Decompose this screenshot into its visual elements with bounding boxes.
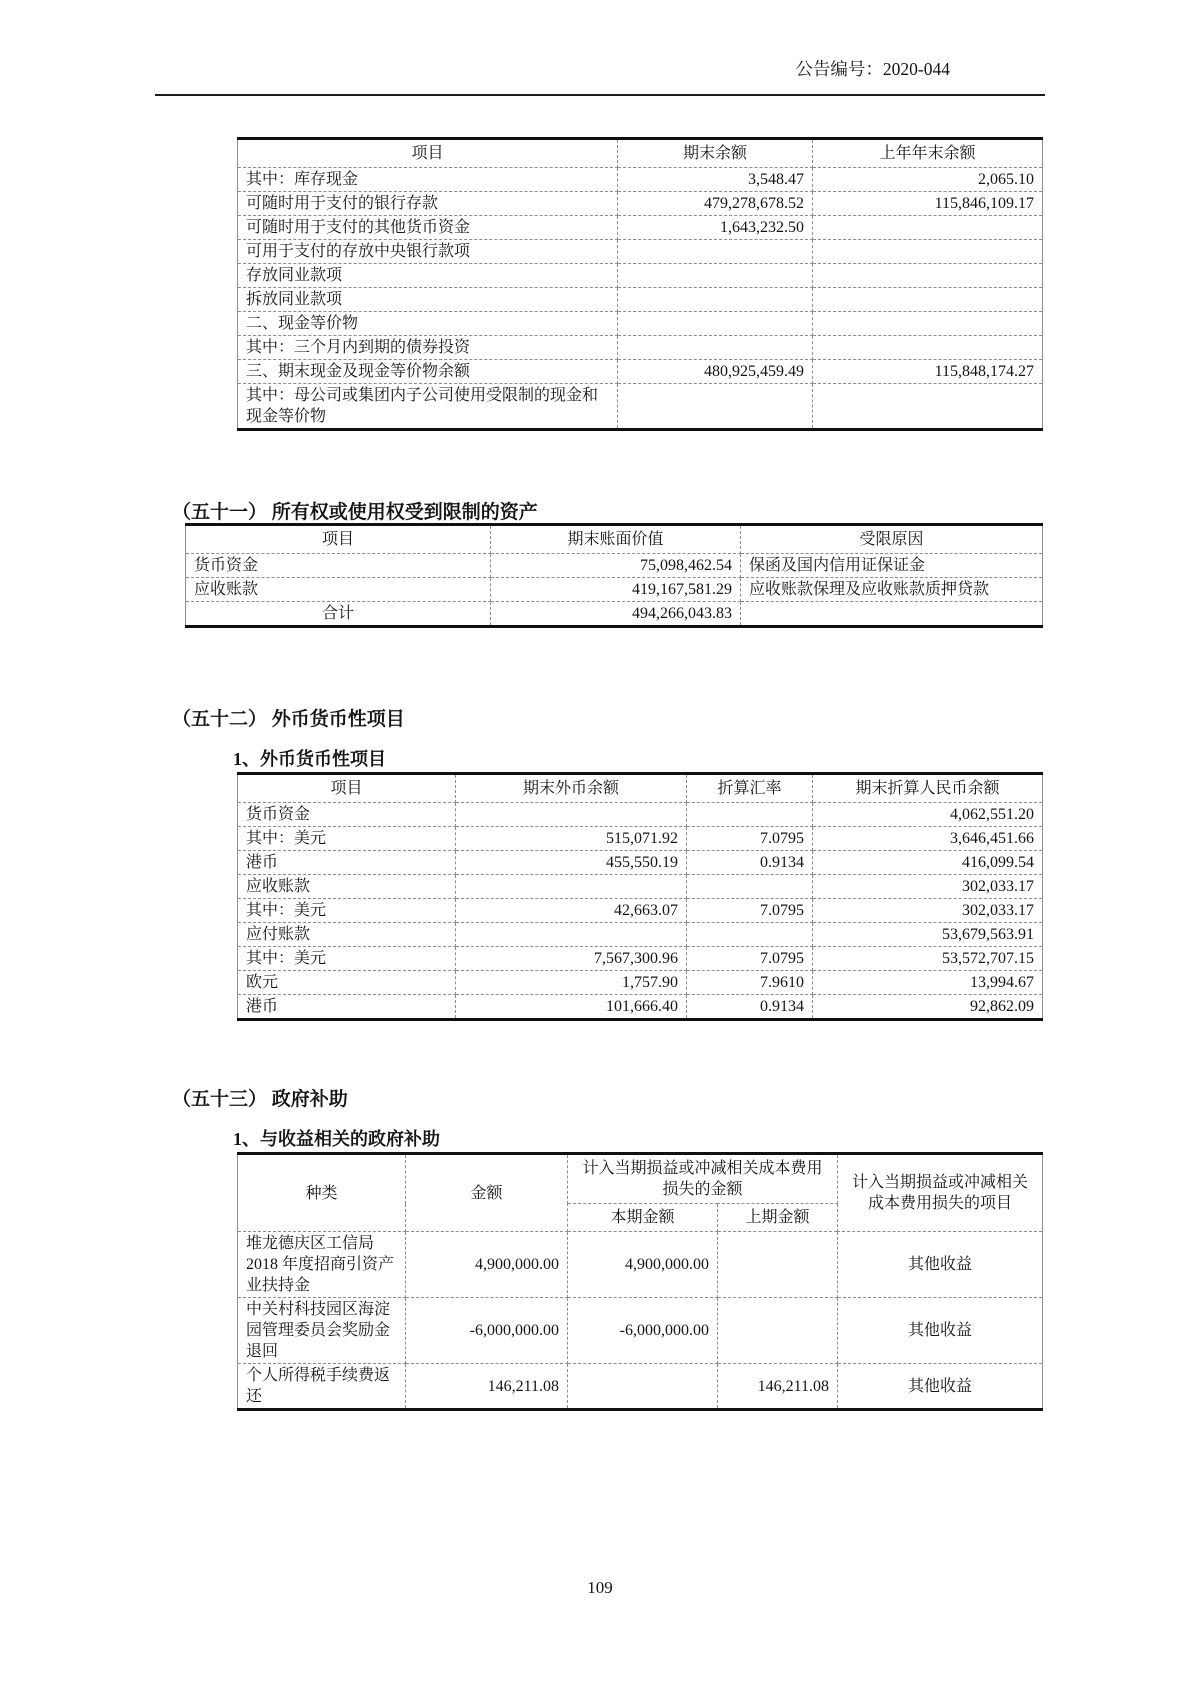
cell-fc [456,923,687,947]
cell-rate [687,803,813,827]
government-grants-table [237,1152,1043,1411]
cell-v2 [813,264,1043,288]
cell-item: 应收账款 [238,875,456,899]
cell-item: 应付账款 [238,923,456,947]
cell-current: -6,000,000.00 [568,1298,718,1364]
table-row [238,336,1043,360]
cell-v1 [618,240,813,264]
table-row [238,947,1043,971]
cell-rate [687,923,813,947]
cell-item: 其他收益 [838,1364,1043,1410]
header-row [238,774,1043,803]
cell-v2: 115,846,109.17 [813,192,1043,216]
cell-reason [741,602,1043,627]
cell-fc [456,875,687,899]
cell-v1 [618,336,813,360]
col-header-ending-balance: 期末余额 [618,139,813,168]
col-header-prior-year-balance: 上年年末余额 [813,139,1043,168]
cell-kind: 中关村科技园区海淀园管理委员会奖励金退回 [238,1298,406,1364]
cell-item: 其他收益 [838,1232,1043,1298]
col-header-pnl-amount-group: 计入当期损益或冲减相关成本费用损失的金额 [568,1154,838,1204]
table-row [238,360,1043,384]
cell-rmb: 53,679,563.91 [813,923,1043,947]
col-header-prior-period: 上期金额 [718,1204,838,1232]
cell-fc: 455,550.19 [456,851,687,875]
cell-value: 75,098,462.54 [491,554,741,578]
cell-item: 可随时用于支付的其他货币资金 [238,216,618,240]
col-header-kind: 种类 [238,1154,406,1232]
cell-item: 其中：美元 [238,827,456,851]
cell-item: 其中：库存现金 [238,168,618,192]
table-row [186,602,1043,627]
cell-rmb: 53,572,707.15 [813,947,1043,971]
header-rule [155,94,1045,96]
cell-kind: 个人所得税手续费返还 [238,1364,406,1410]
cell-prior [718,1298,838,1364]
cell-item: 拆放同业款项 [238,288,618,312]
header-row [238,1154,1043,1204]
cell-value: 419,167,581.29 [491,578,741,602]
cell-rate [687,875,813,899]
table-row [238,264,1043,288]
cell-v2 [813,336,1043,360]
table-row [238,971,1043,995]
cell-item: 合计 [186,602,491,627]
restricted-assets-table [185,523,1043,628]
table-row [238,288,1043,312]
cell-item: 其中：美元 [238,899,456,923]
section-52-title: （五十二） 外币货币性项目 [172,709,405,730]
table-row [238,216,1043,240]
col-header-current-period: 本期金额 [568,1204,718,1232]
cell-item: 港币 [238,995,456,1020]
cell-v1: 480,925,459.49 [618,360,813,384]
cell-v2 [813,288,1043,312]
cell-v1: 3,548.47 [618,168,813,192]
cell-v1: 1,643,232.50 [618,216,813,240]
cell-rate: 7.0795 [687,827,813,851]
col-header-exchange-rate: 折算汇率 [687,774,813,803]
col-header-book-value: 期末账面价值 [491,525,741,554]
col-header-fc-balance: 期末外币余额 [456,774,687,803]
cell-v2 [813,384,1043,430]
header-row [186,525,1043,554]
col-header-item: 项目 [238,774,456,803]
cell-item: 港币 [238,851,456,875]
col-header-item: 项目 [186,525,491,554]
table-row [238,875,1043,899]
cell-rate: 0.9134 [687,851,813,875]
cell-item: 欧元 [238,971,456,995]
cell-rate: 7.0795 [687,947,813,971]
cell-fc [456,803,687,827]
cell-rmb: 92,862.09 [813,995,1043,1020]
table-row [238,1298,1043,1364]
cell-v1 [618,312,813,336]
table-row [238,899,1043,923]
table-row [186,578,1043,602]
col-header-amount: 金额 [406,1154,568,1232]
table-row [238,827,1043,851]
col-header-rmb-balance: 期末折算人民币余额 [813,774,1043,803]
section-53-title: （五十三） 政府补助 [172,1089,348,1110]
page-number: 109 [587,1578,613,1597]
table-row [238,384,1043,430]
cell-prior: 146,211.08 [718,1364,838,1410]
table-row [238,851,1043,875]
cell-v1 [618,288,813,312]
cell-fc: 42,663.07 [456,899,687,923]
cell-fc: 515,071.92 [456,827,687,851]
cell-item: 二、现金等价物 [238,312,618,336]
col-header-restriction-reason: 受限原因 [741,525,1043,554]
table-row [238,803,1043,827]
cell-current [568,1364,718,1410]
cell-rmb: 302,033.17 [813,875,1043,899]
cash-equivalents-table [237,137,1043,431]
cell-item: 应收账款 [186,578,491,602]
cell-rate: 7.0795 [687,899,813,923]
foreign-currency-table [237,772,1043,1021]
cell-item: 其他收益 [838,1298,1043,1364]
cell-item: 货币资金 [186,554,491,578]
cell-value: 494,266,043.83 [491,602,741,627]
notice-number: 公告编号：2020-044 [795,59,950,79]
cell-rmb: 302,033.17 [813,899,1043,923]
col-header-pnl-item: 计入当期损益或冲减相关成本费用损失的项目 [838,1154,1043,1232]
table-row [238,923,1043,947]
cell-v2 [813,216,1043,240]
cell-fc: 1,757.90 [456,971,687,995]
section-52-subtitle: 1、外币货币性项目 [233,749,386,769]
cell-prior [718,1232,838,1298]
cell-current: 4,900,000.00 [568,1232,718,1298]
table-row [238,312,1043,336]
cell-kind: 堆龙德庆区工信局 2018 年度招商引资产业扶持金 [238,1232,406,1298]
cell-amount: -6,000,000.00 [406,1298,568,1364]
cell-reason: 保函及国内信用证保证金 [741,554,1043,578]
section-51-title: （五十一） 所有权或使用权受到限制的资产 [172,502,538,523]
cell-item: 其中：美元 [238,947,456,971]
cell-v1: 479,278,678.52 [618,192,813,216]
table-row [238,1232,1043,1298]
cell-item: 三、期末现金及现金等价物余额 [238,360,618,384]
cell-item: 可用于支付的存放中央银行款项 [238,240,618,264]
cell-item: 存放同业款项 [238,264,618,288]
cell-rmb: 3,646,451.66 [813,827,1043,851]
section-53-subtitle: 1、与收益相关的政府补助 [233,1129,440,1149]
cell-v1 [618,384,813,430]
cell-item: 其中：母公司或集团内子公司使用受限制的现金和现金等价物 [238,384,618,430]
table-row [186,554,1043,578]
cell-fc: 7,567,300.96 [456,947,687,971]
col-header-item: 项目 [238,139,618,168]
cell-reason: 应收账款保理及应收账款质押贷款 [741,578,1043,602]
cell-item: 其中：三个月内到期的债券投资 [238,336,618,360]
cell-rate: 7.9610 [687,971,813,995]
cell-item: 可随时用于支付的银行存款 [238,192,618,216]
cell-amount: 146,211.08 [406,1364,568,1410]
cell-rmb: 13,994.67 [813,971,1043,995]
header-row [238,139,1043,168]
cell-v2: 2,065.10 [813,168,1043,192]
cell-v2: 115,848,174.27 [813,360,1043,384]
cell-v2 [813,312,1043,336]
table-row [238,168,1043,192]
table-row [238,192,1043,216]
cell-rmb: 4,062,551.20 [813,803,1043,827]
cell-amount: 4,900,000.00 [406,1232,568,1298]
cell-fc: 101,666.40 [456,995,687,1020]
table-row [238,995,1043,1020]
table-row [238,240,1043,264]
cell-rmb: 416,099.54 [813,851,1043,875]
cell-v2 [813,240,1043,264]
table-row [238,1364,1043,1410]
cell-item: 货币资金 [238,803,456,827]
cell-v1 [618,264,813,288]
cell-rate: 0.9134 [687,995,813,1020]
